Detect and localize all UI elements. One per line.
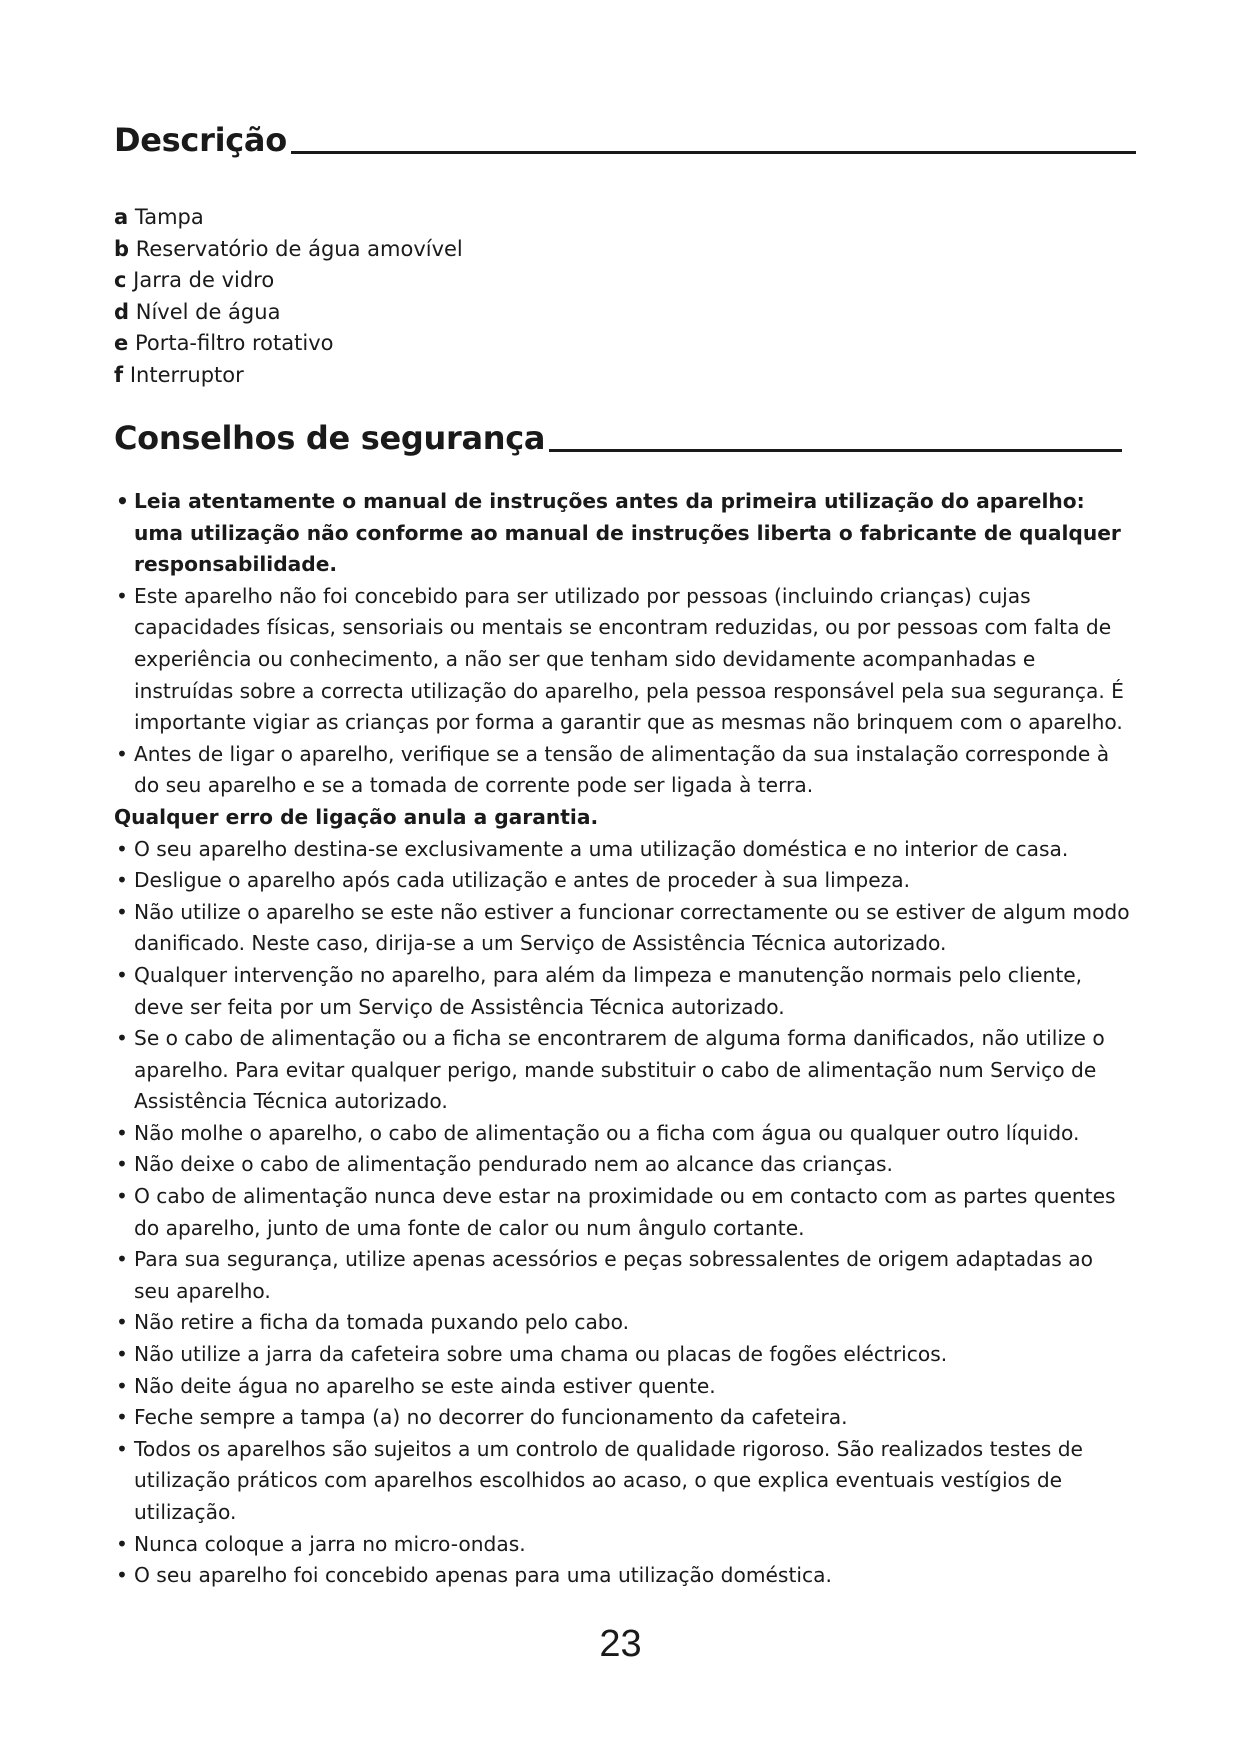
- safety-item: [114, 1023, 1134, 1118]
- part-item: [114, 297, 463, 329]
- safety-item: [114, 1434, 1134, 1529]
- bullet-icon: •: [116, 962, 128, 987]
- bullet-icon: •: [116, 1247, 128, 1272]
- safety-item: [114, 1244, 1134, 1307]
- part-letter: e: [114, 331, 129, 356]
- part-item: [114, 328, 463, 360]
- bullet-icon: •: [116, 583, 128, 608]
- safety-item: [114, 1181, 1134, 1244]
- part-letter: c: [114, 268, 127, 293]
- part-letter: a: [114, 205, 129, 229]
- safety-list: [114, 486, 1134, 1592]
- bullet-icon: •: [116, 1026, 128, 1051]
- safety-item: [114, 581, 1134, 739]
- safety-item: [114, 1529, 1134, 1561]
- safety-item: [114, 865, 1134, 897]
- bullet-icon: •: [116, 1342, 128, 1367]
- part-text: Tampa: [134, 205, 204, 229]
- safety-item: [114, 1339, 1134, 1371]
- safety-item: [114, 486, 1134, 581]
- part-text: Nível de água: [135, 299, 281, 324]
- part-item: [114, 265, 463, 297]
- part-letter: f: [114, 362, 124, 387]
- safety-item-text: Não molhe o aparelho, o cabo de alimentação ou a ficha com água ou qualquer outro líquido.: [134, 1120, 1080, 1145]
- description-heading-rule: [291, 151, 1136, 154]
- bullet-icon: •: [116, 1405, 128, 1430]
- bullet-icon: •: [116, 836, 128, 861]
- warranty-note: [114, 802, 1134, 834]
- safety-item: [114, 1371, 1134, 1403]
- safety-item: [114, 1560, 1134, 1592]
- safety-item: [114, 960, 1134, 1023]
- bullet-icon: •: [116, 1531, 128, 1556]
- part-letter: d: [114, 299, 130, 324]
- bullet-icon: •: [116, 1120, 128, 1145]
- safety-item: [114, 897, 1134, 960]
- description-heading: [114, 120, 1136, 160]
- safety-item-text: Antes de ligar o aparelho, verifique se a tensão de alimentação da sua instalação corresponde à do seu aparelho e se a tomada de corrente pode ser ligada à terra.: [134, 741, 1110, 798]
- safety-item-text: Desligue o aparelho após cada utilização e antes de proceder à sua limpeza.: [134, 868, 911, 893]
- safety-item-text: Nunca coloque a jarra no micro-ondas.: [134, 1531, 526, 1556]
- safety-item-text: Qualquer intervenção no aparelho, para além da limpeza e manutenção normais pelo cliente, deve ser feita por um Serviço de Assistência Técnica autorizado.: [134, 962, 1083, 1019]
- part-text: Porta-filtro rotativo: [134, 331, 334, 356]
- warranty-note-text: Qualquer erro de ligação anula a garantia.: [114, 804, 599, 829]
- safety-item-text: Não retire a ficha da tomada puxando pelo cabo.: [134, 1310, 630, 1335]
- safety-item: [114, 834, 1134, 866]
- description-heading-text: Descrição: [114, 121, 287, 159]
- safety-item: [114, 1149, 1134, 1181]
- safety-item: [114, 1307, 1134, 1339]
- safety-heading-rule: [549, 449, 1122, 452]
- part-item: [114, 360, 463, 392]
- safety-item-text: Não deite água no aparelho se este ainda estiver quente.: [134, 1373, 716, 1398]
- safety-item: [114, 1402, 1134, 1434]
- bullet-icon: •: [116, 1563, 128, 1588]
- bullet-icon: •: [116, 899, 128, 924]
- part-text: Jarra de vidro: [133, 268, 275, 293]
- safety-item-text: Não deixe o cabo de alimentação pendurado nem ao alcance das crianças.: [134, 1152, 893, 1177]
- part-letter: b: [114, 236, 130, 261]
- safety-item-text: Todos os aparelhos são sujeitos a um controlo de qualidade rigoroso. São realizados testes de utilização práticos com aparelhos escolhidos ao acaso, o que explica eventuais vestígios de utilização.: [134, 1436, 1083, 1524]
- bullet-icon: •: [116, 1436, 128, 1461]
- bullet-icon: •: [116, 1373, 128, 1398]
- safety-item-text: O seu aparelho destina-se exclusivamente a uma utilização doméstica e no interior de casa.: [134, 836, 1069, 861]
- bullet-icon: •: [116, 868, 128, 893]
- safety-item-text: Não utilize a jarra da cafeteira sobre uma chama ou placas de fogões eléctricos.: [134, 1342, 948, 1367]
- safety-item-text: O cabo de alimentação nunca deve estar na proximidade ou em contacto com as partes quentes do aparelho, junto de uma fonte de calor ou num ângulo cortante.: [134, 1184, 1116, 1240]
- safety-item-text: Para sua segurança, utilize apenas acessórios e peças sobressalentes de origem adaptadas ao seu aparelho.: [134, 1247, 1093, 1303]
- bullet-icon: •: [116, 1152, 128, 1177]
- bullet-icon: •: [116, 1184, 128, 1209]
- safety-item-text: Leia atentamente o manual de instruções antes da primeira utilização do aparelho: uma utilização não conforme ao manual de instruções liberta o fabricante de qualquer responsabilidade.: [134, 489, 1121, 577]
- safety-heading: [114, 418, 1122, 458]
- safety-heading-text: Conselhos de segurança: [114, 419, 546, 457]
- part-item: [114, 234, 463, 266]
- bullet-icon: •: [116, 489, 129, 513]
- safety-item-text: O seu aparelho foi concebido apenas para uma utilização doméstica.: [134, 1563, 832, 1588]
- part-text: Reservatório de água amovível: [135, 236, 463, 261]
- safety-item: [114, 1118, 1134, 1150]
- bullet-icon: •: [116, 1310, 128, 1335]
- page-number: 23: [599, 1623, 642, 1665]
- safety-item-text: Se o cabo de alimentação ou a ficha se encontrarem de alguma forma danificados, não utilize o aparelho. Para evitar qualquer perigo, mande substituir o cabo de alimentação num Serviço de Assistência Técnica autorizado.: [134, 1026, 1105, 1114]
- safety-item-text: Este aparelho não foi concebido para ser utilizado por pessoas (incluindo crianças) cujas capacidades físicas, sensoriais ou mentais se encontram reduzidas, ou por pessoas com falta de experiência ou conhecimento, a não ser que tenham sido devidamente acompanhadas e instruídas sobre a correcta utilização do aparelho, pela pessoa responsável pela sua segurança. É importante vigiar as crianças por forma a garantir que as mesmas não brinquem com o aparelho.: [134, 583, 1124, 735]
- safety-item: [114, 739, 1134, 802]
- part-text: Interruptor: [129, 362, 244, 387]
- safety-item-text: Feche sempre a tampa (a) no decorrer do funcionamento da cafeteira.: [134, 1405, 848, 1430]
- parts-list: [114, 202, 463, 392]
- bullet-icon: •: [116, 741, 128, 766]
- safety-item-text: Não utilize o aparelho se este não estiver a funcionar correctamente ou se estiver de algum modo danificado. Neste caso, dirija-se a um Serviço de Assistência Técnica autorizado.: [134, 899, 1130, 956]
- part-item: [114, 202, 463, 234]
